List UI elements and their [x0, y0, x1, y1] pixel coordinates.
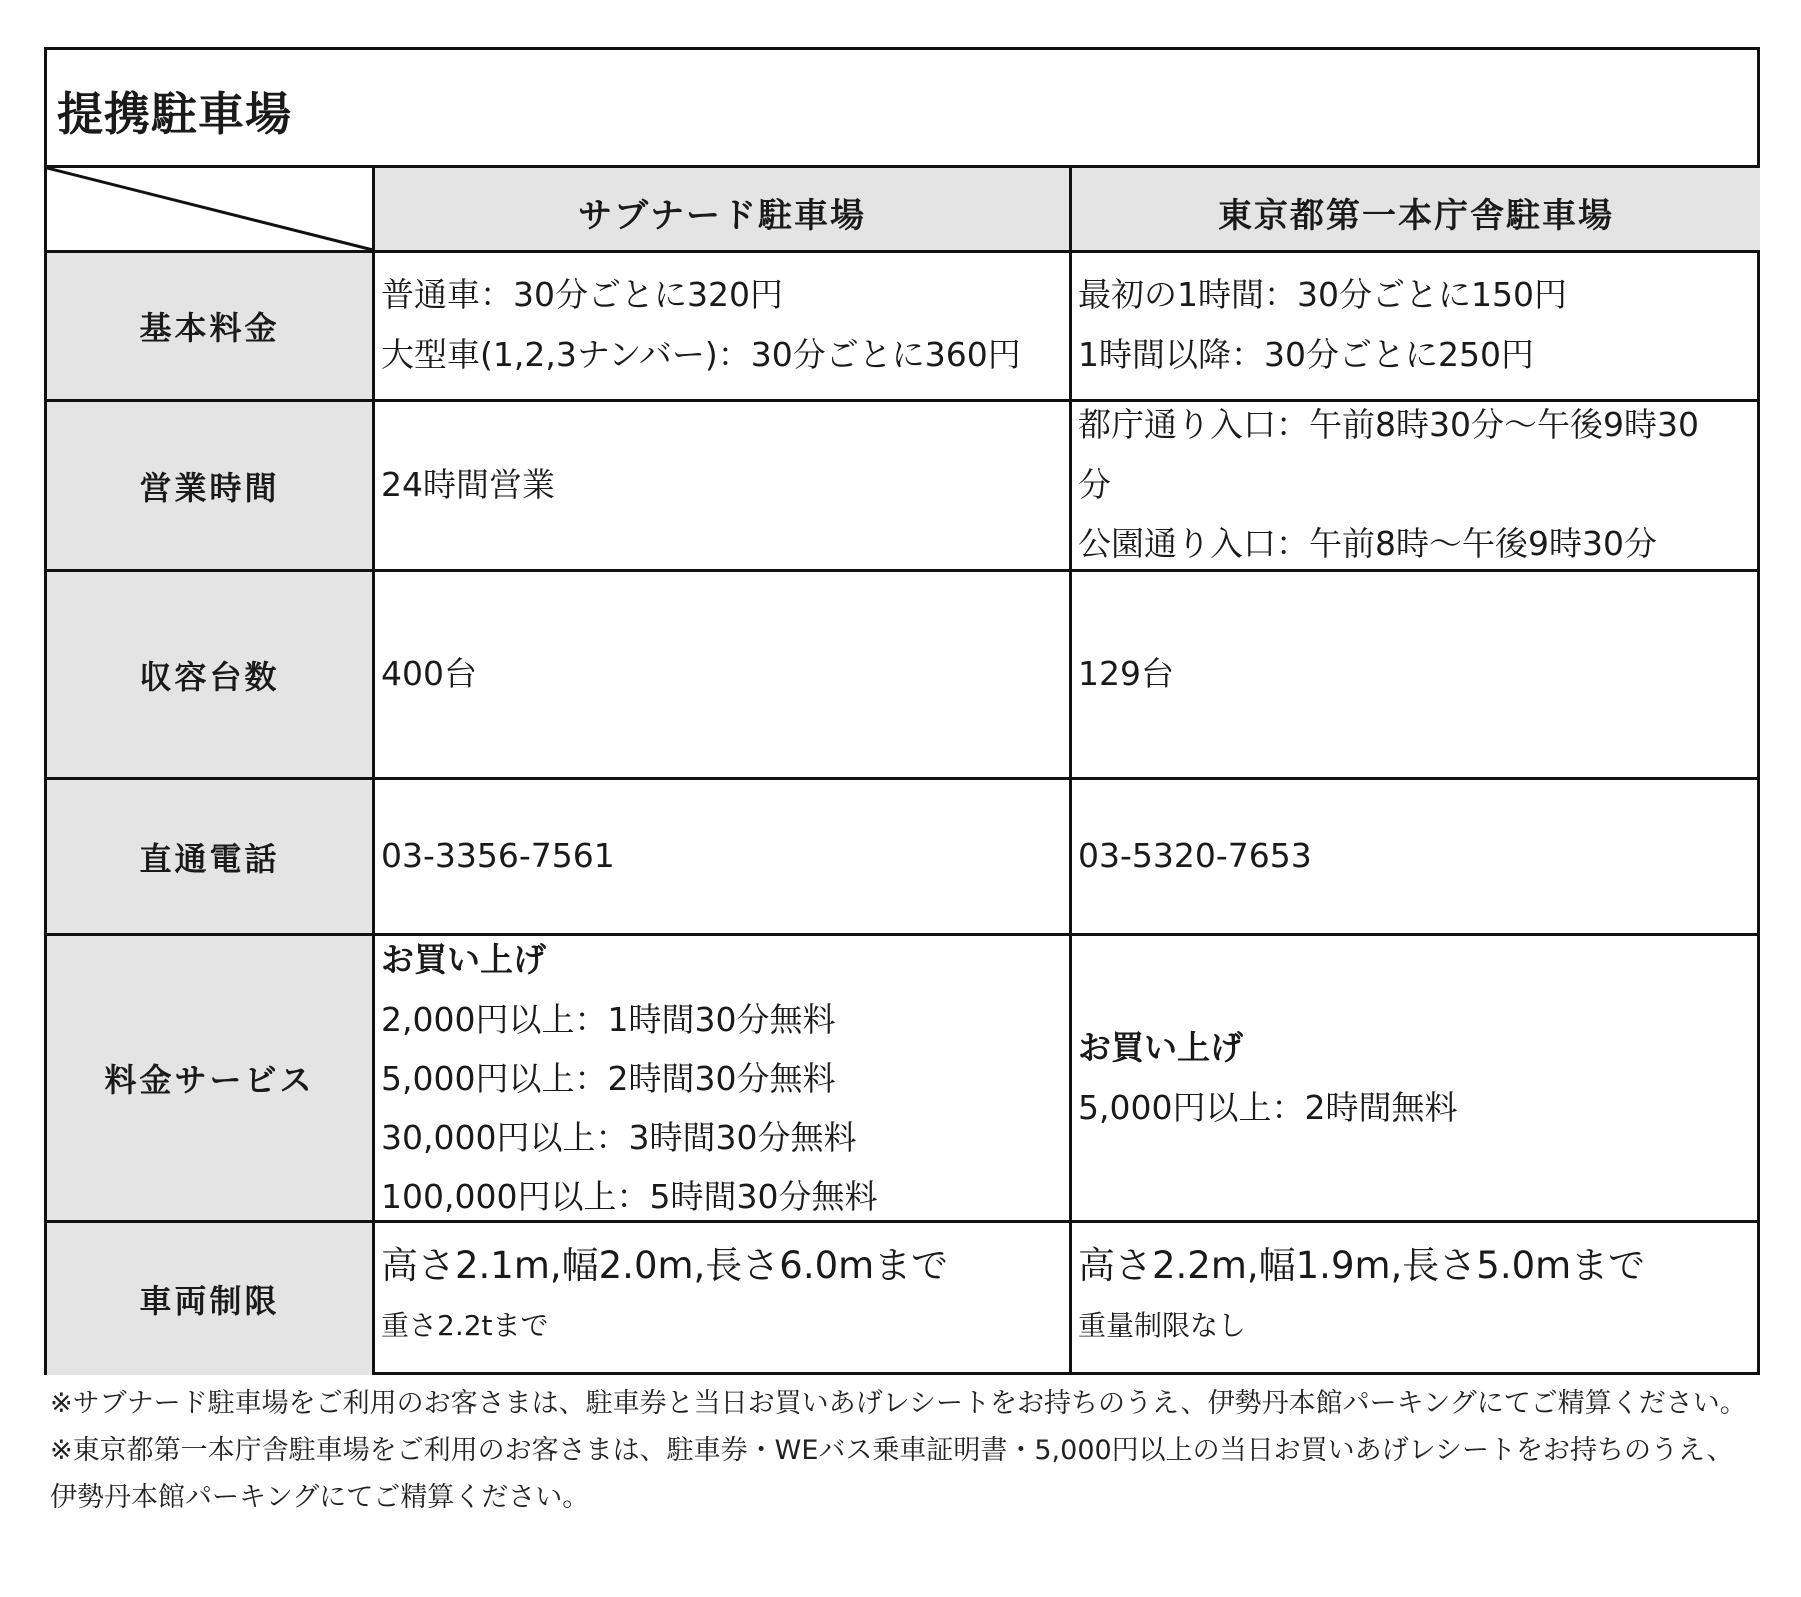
- fee-service-subnade-line: 5,000円以上：2時間30分無料: [381, 1059, 836, 1098]
- row-label-fee-service: 料金サービス: [47, 936, 372, 1220]
- fee-service-tocho-line: 5,000円以上：2時間無料: [1078, 1088, 1458, 1127]
- row-label-basic-fee: 基本料金: [47, 253, 372, 399]
- hours-tocho-line: 分: [1078, 465, 1111, 504]
- column-header-label: 東京都第一本庁舎駐車場: [1218, 196, 1614, 236]
- capacity-tocho: 129台: [1078, 654, 1174, 693]
- basic-fee-tocho-line: 最初の1時間：30分ごとに150円: [1078, 275, 1567, 314]
- column-header-tocho: [1072, 168, 1760, 250]
- column-header-label: サブナード駐車場: [578, 196, 866, 236]
- vehicle-limit-subnade-weight: 重さ2.2tまで: [381, 1309, 549, 1342]
- row-label-vehicle-limit: 車両制限: [47, 1223, 372, 1375]
- fee-service-subnade-line: 30,000円以上：3時間30分無料: [381, 1118, 857, 1157]
- parking-table: [44, 47, 1760, 1375]
- table-title-bar: [47, 50, 1757, 168]
- footnotes: [50, 1380, 1750, 1521]
- hours-subnade: 24時間営業: [381, 465, 555, 504]
- row-label-capacity: 収容台数: [47, 572, 372, 777]
- basic-fee-subnade-line: 大型車(1,2,3ナンバー)：30分ごとに360円: [381, 335, 1021, 374]
- footnote-subnade: ※サブナード駐車場をご利用のお客さまは、駐車券と当日お買いあげレシートをお持ちのうえ、伊勢丹本館パーキングにてご精算ください。: [50, 1388, 1747, 1419]
- row-label-phone: 直通電話: [47, 780, 372, 933]
- basic-fee-subnade-line: 普通車：30分ごとに320円: [381, 275, 783, 314]
- fee-service-tocho-heading: お買い上げ: [1078, 1028, 1243, 1067]
- row-label-hours: 営業時間: [47, 402, 372, 569]
- table-title: 提携駐車場: [57, 87, 292, 141]
- phone-tocho: 03-5320-7653: [1078, 836, 1312, 875]
- vehicle-limit-tocho-dimensions: 高さ2.2m,幅1.9m,長さ5.0mまで: [1078, 1244, 1646, 1287]
- fee-service-subnade-heading: お買い上げ: [381, 940, 546, 979]
- basic-fee-tocho-line: 1時間以降：30分ごとに250円: [1078, 335, 1534, 374]
- phone-subnade: 03-3356-7561: [381, 836, 615, 875]
- column-header-subnade: [375, 168, 1069, 250]
- vehicle-limit-subnade-dimensions: 高さ2.1m,幅2.0m,長さ6.0mまで: [381, 1244, 949, 1287]
- footnote-tocho: ※東京都第一本庁舎駐車場をご利用のお客さまは、駐車券・WEバス乗車証明書・5,000円以上の当日お買いあげレシートをお持ちのうえ、伊勢丹本館パーキングにてご精算ください。: [50, 1435, 1734, 1513]
- capacity-subnade: 400台: [381, 654, 477, 693]
- fee-service-subnade-line: 100,000円以上：5時間30分無料: [381, 1177, 878, 1216]
- hours-tocho-line: 公園通り入口：午前8時〜午後9時30分: [1078, 524, 1657, 563]
- header-diagonal-line: [47, 168, 375, 253]
- hours-tocho-line: 都庁通り入口：午前8時30分〜午後9時30: [1078, 405, 1699, 444]
- fee-service-subnade-line: 2,000円以上：1時間30分無料: [381, 1000, 836, 1039]
- vehicle-limit-tocho-weight: 重量制限なし: [1078, 1309, 1247, 1342]
